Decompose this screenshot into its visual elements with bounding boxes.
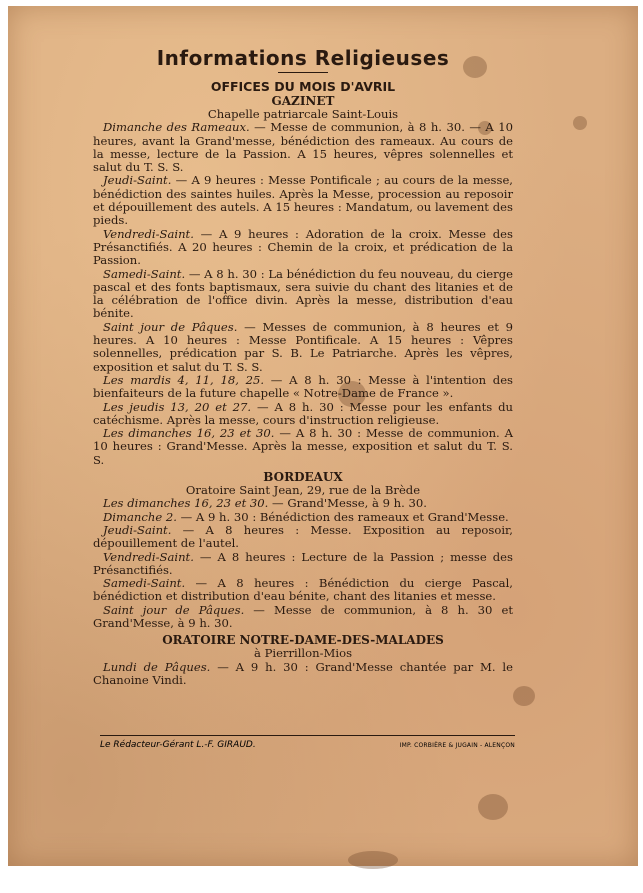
bulletin-content [93, 46, 513, 687]
office-entry: Dimanche 2. — A 9 h. 30 : Bénédiction des rameaux et Grand'Messe. [103, 509, 509, 524]
title-rule [278, 72, 328, 73]
office-entry: Vendredi-Saint. — A 8 heures : Lecture de la Passion ; messe des Présanctifiés. [93, 549, 513, 577]
section-heading-oratoire: ORATOIRE NOTRE-DAME-DES-MALADES [162, 633, 444, 648]
section-heading-bordeaux: BORDEAUX [263, 470, 343, 485]
editor-credit: Le Rédacteur-Gérant L.-F. GIRAUD. [100, 740, 256, 750]
month-heading: OFFICES DU MOIS D'AVRIL [210, 79, 396, 94]
section-subtitle: Chapelle patriarcale Saint-Louis [207, 107, 399, 121]
section-heading-gazinet: GAZINET [271, 94, 335, 108]
printer-credit: IMP. CORBIÈRE & JUGAIN - ALENÇON [399, 742, 515, 749]
page-footer [100, 735, 515, 750]
office-entry: Saint jour de Pâques. — Messes de communion, à 8 heures et 9 heures. A 10 heures : Messe Pontificale. A 15 heures : Vêpres solennelles, prédication par S. B. Le Patriarche. Après les vêpres, exposition et salut du T. S. S. [93, 319, 513, 374]
office-entry: Les mardis 4, 11, 18, 25. — A 8 h. 30 : Messe à l'intention des bienfaiteurs de la future chapelle « Notre-Dame de France ». [93, 372, 514, 401]
page-title: Informations Religieuses [156, 46, 450, 70]
stain-spot [478, 794, 508, 820]
office-entry: Jeudi-Saint. — A 8 heures : Messe. Exposition au reposoir, dépouillement de l'autel. [93, 522, 513, 551]
office-entry: Jeudi-Saint. — A 9 heures : Messe Pontificale ; au cours de la messe, bénédiction des saintes huiles. Après la Messe, procession au reposoir et dépouillement des autels. A 15 heures : Mandatum, ou lavement des pieds. [93, 173, 513, 228]
section-subtitle: Oratoire Saint Jean, 29, rue de la Brède [185, 483, 421, 498]
stain-spot [573, 116, 587, 130]
office-entry: Samedi-Saint. — A 8 h. 30 : La bénédiction du feu nouveau, du cierge pascal et des fonts baptismaux, sera suivie du chant des litanies et de la célébration de l'office divin. Après la messe, distribution d'eau bénite. [93, 266, 513, 321]
office-entry: Vendredi-Saint. — A 9 heures : Adoration de la croix. Messe des Présanctifiés. A 20 heures : Chemin de la croix, et prédication de la Passion. [93, 226, 513, 268]
office-entry: Samedi-Saint. — A 8 heures : Bénédiction du cierge Pascal, bénédiction et distribution d'eau bénite, chant des litanies et messe. [93, 576, 513, 604]
stain-spot [348, 851, 398, 869]
office-entry: Les jeudis 13, 20 et 27. — A 8 h. 30 : Messe pour les enfants du catéchisme. Après la messe, cours d'instruction religieuse. [93, 399, 513, 427]
section-subtitle: à Pierrillon-Mios [253, 646, 353, 661]
office-entry: Les dimanches 16, 23 et 30. — Grand'Messe, à 9 h. 30. [103, 496, 427, 511]
office-entry: Saint jour de Pâques. — Messe de communion, à 8 h. 30 et Grand'Messe, à 9 h. 30. [93, 602, 513, 630]
office-entry: Les dimanches 16, 23 et 30. — A 8 h. 30 : Messe de communion. A 10 heures : Grand'Messe. Après la messe, exposition et salut du T. S. S. [93, 426, 514, 467]
office-entry: Dimanche des Rameaux. — Messe de communion, à 8 h. 30. — A 10 heures, avant la Grand'messe, bénédiction des rameaux. Au cours de la messe, lecture de la Passion. A 15 heures, vêpres solennelles et salut du T. S. S. [93, 120, 513, 175]
stain-spot [513, 686, 535, 706]
office-entry: Lundi de Pâques. — A 9 h. 30 : Grand'Messe chantée par M. le Chanoine Vindi. [93, 659, 514, 687]
